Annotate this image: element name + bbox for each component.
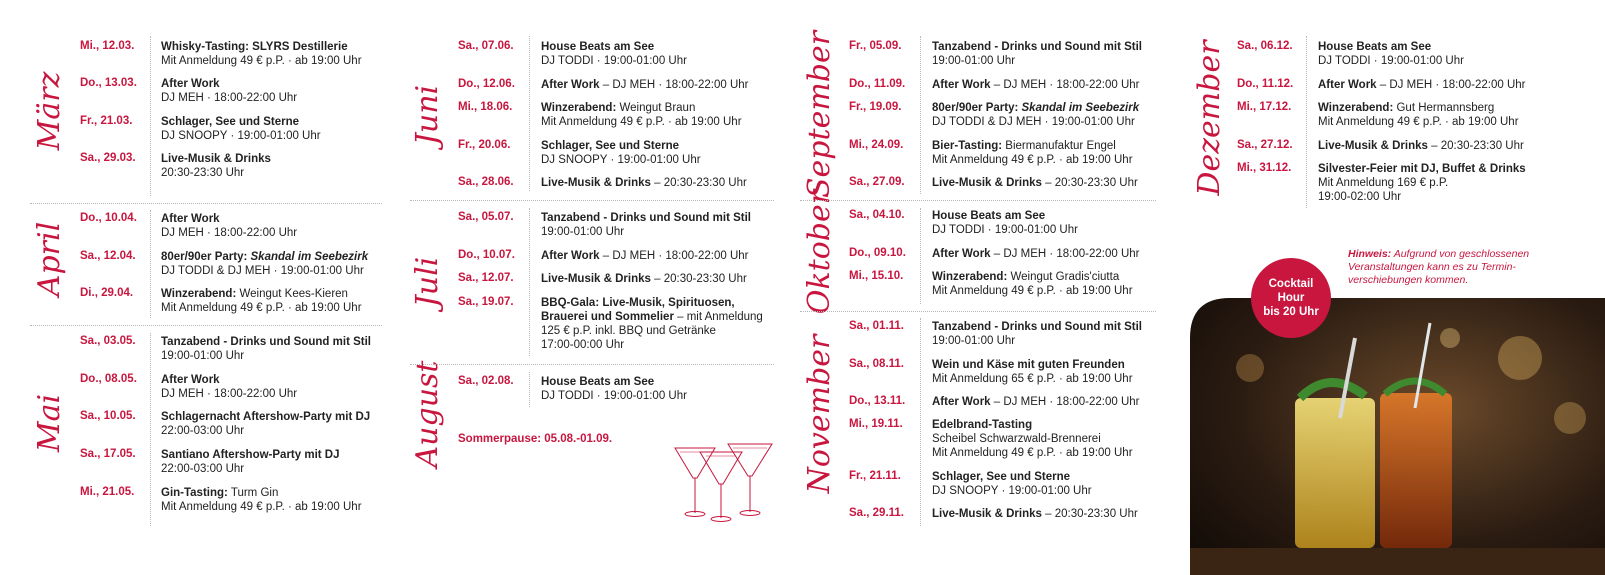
event-text: Tanzabend - Drinks und Sound mit Stil 19:00-01:00 Uhr <box>932 41 1142 67</box>
event-date: Fr., 21.03. <box>80 115 133 127</box>
event-text: Edelbrand-Tasting Scheibel Schwarzwald-Brennerei Mit Anmeldung 49 € p.P. · ab 19:00 Uhr <box>932 419 1133 459</box>
event-date: Sa., 05.07. <box>458 211 514 223</box>
event-date: Sa., 03.05. <box>80 335 136 347</box>
event-text: Schlagernacht Aftershow-Party mit DJ 22:00-03:00 Uhr <box>161 411 371 437</box>
month-label-november: November <box>802 334 837 494</box>
event-date: Sa., 12.07. <box>458 272 514 284</box>
event-text: Schlager, See und Sterne DJ SNOOPY · 19:00-01:00 Uhr <box>161 116 321 142</box>
row-divider <box>30 203 382 204</box>
event-text: House Beats am See DJ TODDI · 19:00-01:00 Uhr <box>541 376 687 402</box>
event-date: Fr., 20.06. <box>458 139 511 151</box>
event-text: Winzerabend: Weingut Braun Mit Anmeldung 49 € p.P. · ab 19:00 Uhr <box>541 102 742 128</box>
column-divider <box>529 372 530 407</box>
column-divider <box>920 208 921 304</box>
event-text: Tanzabend - Drinks und Sound mit Stil 19:00-01:00 Uhr <box>932 321 1142 347</box>
event-date: Sa., 10.05. <box>80 410 136 422</box>
row-divider <box>30 325 382 326</box>
event-date: Mi., 12.03. <box>80 40 135 52</box>
event-text: Silvester-Feier mit DJ, Buffet & Drinks Mit Anmeldung 169 € p.P. 19:00-02:00 Uhr <box>1318 163 1526 203</box>
event-text: Winzerabend: Gut Hermannsberg Mit Anmeldung 49 € p.P. · ab 19:00 Uhr <box>1318 102 1519 128</box>
event-text: Live-Musik & Drinks – 20:30-23:30 Uhr <box>932 177 1138 189</box>
event-date: Sa., 01.11. <box>849 320 904 332</box>
event-date: Sa., 12.04. <box>80 250 136 262</box>
event-date: Sa., 19.07. <box>458 296 514 308</box>
event-date: Mi., 15.10. <box>849 270 904 282</box>
event-text: Live-Musik & Drinks – 20:30-23:30 Uhr <box>541 177 747 189</box>
event-text: After Work – DJ MEH · 18:00-22:00 Uhr <box>1318 79 1526 91</box>
event-text: After Work – DJ MEH · 18:00-22:00 Uhr <box>932 396 1140 408</box>
row-divider <box>410 200 774 201</box>
event-text: BBQ-Gala: Live-Musik, Spirituosen, Brauerei und Sommelier – mit Anmeldung 125 € p.P. inkl. BBQ und Getränke 17:00-00:00 Uhr <box>541 297 763 351</box>
event-date: Sa., 29.11. <box>849 507 904 519</box>
event-text: House Beats am See DJ TODDI · 19:00-01:00 Uhr <box>932 210 1078 236</box>
event-text: After Work – DJ MEH · 18:00-22:00 Uhr <box>932 248 1140 260</box>
event-date: Mi., 21.05. <box>80 486 135 498</box>
event-date: Mi., 17.12. <box>1237 101 1292 113</box>
column-divider <box>150 333 151 526</box>
month-label-september: September <box>802 30 837 198</box>
event-date: Do., 10.07. <box>458 249 515 261</box>
month-label-mai: Mai <box>32 393 67 453</box>
event-text: After Work DJ MEH · 18:00-22:00 Uhr <box>161 213 298 239</box>
month-label-juli: Juli <box>410 256 445 308</box>
column-divider <box>920 318 921 526</box>
event-text: Wein und Käse mit guten Freunden Mit Anmeldung 65 € p.P. · ab 19:00 Uhr <box>932 359 1133 385</box>
column-divider <box>150 210 151 318</box>
event-text: After Work – DJ MEH · 18:00-22:00 Uhr <box>541 250 749 262</box>
event-text: After Work DJ MEH · 18:00-22:00 Uhr <box>161 374 298 400</box>
event-text: Live-Musik & Drinks – 20:30-23:30 Uhr <box>932 508 1138 520</box>
event-date: Sa., 08.11. <box>849 358 904 370</box>
event-text: Winzerabend: Weingut Gradis'ciutta Mit Anmeldung 49 € p.P. · ab 19:00 Uhr <box>932 271 1133 297</box>
event-text: Schlager, See und Sterne DJ SNOOPY · 19:00-01:00 Uhr <box>541 140 701 166</box>
event-text: Live-Musik & Drinks – 20:30-23:30 Uhr <box>1318 140 1524 152</box>
event-text: Tanzabend - Drinks und Sound mit Stil 19:00-01:00 Uhr <box>161 336 371 362</box>
month-label-oktober: Oktober <box>802 189 837 315</box>
event-date: Mi., 18.06. <box>458 101 513 113</box>
event-date: Mi., 19.11. <box>849 418 903 430</box>
event-date: Fr., 05.09. <box>849 40 902 52</box>
column-divider <box>529 36 530 191</box>
month-label-april: April <box>32 221 67 297</box>
event-date: Sa., 17.05. <box>80 448 136 460</box>
row-divider <box>800 200 1156 201</box>
event-text: Santiano Aftershow-Party mit DJ 22:00-03:00 Uhr <box>161 449 340 475</box>
event-date: Do., 13.11. <box>849 395 906 407</box>
event-date: Do., 10.04. <box>80 212 137 224</box>
event-date: Sa., 29.03. <box>80 152 136 164</box>
event-date: Mi., 24.09. <box>849 139 904 151</box>
event-text: 80er/90er Party: Skandal im Seebezirk DJ TODDI & DJ MEH · 19:00-01:00 Uhr <box>161 251 369 277</box>
event-text: Whisky-Tasting: SLYRS Destillerie Mit Anmeldung 49 € p.P. · ab 19:00 Uhr <box>161 41 362 67</box>
event-text: Live-Musik & Drinks – 20:30-23:30 Uhr <box>541 273 747 285</box>
month-label-juni: Juni <box>410 84 445 146</box>
event-date: Do., 12.06. <box>458 78 515 90</box>
cocktail-hour-badge: Cocktail Hour bis 20 Uhr <box>1251 258 1331 338</box>
month-label-august: August <box>410 360 445 468</box>
event-date: Do., 11.12. <box>1237 78 1294 90</box>
event-text: House Beats am See DJ TODDI · 19:00-01:00 Uhr <box>1318 41 1464 67</box>
column-divider <box>150 36 151 196</box>
event-date: Sa., 02.08. <box>458 375 514 387</box>
event-date: Sa., 06.12. <box>1237 40 1293 52</box>
event-date: Do., 13.03. <box>80 77 137 89</box>
event-text: After Work – DJ MEH · 18:00-22:00 Uhr <box>541 79 749 91</box>
column-divider <box>920 36 921 194</box>
event-text: After Work DJ MEH · 18:00-22:00 Uhr <box>161 78 298 104</box>
event-text: Tanzabend - Drinks und Sound mit Stil 19:00-01:00 Uhr <box>541 212 751 238</box>
column-divider <box>1306 36 1307 208</box>
row-divider <box>800 311 1156 312</box>
summer-break-note: Sommerpause: 05.08.-01.09. <box>458 433 613 445</box>
event-date: Fr., 19.09. <box>849 101 902 113</box>
event-text: Winzerabend: Weingut Kees-Kieren Mit Anmeldung 49 € p.P. · ab 19:00 Uhr <box>161 288 362 314</box>
cocktail-photo <box>1190 298 1605 575</box>
event-date: Sa., 27.12. <box>1237 139 1293 151</box>
event-text: House Beats am See DJ TODDI · 19:00-01:00 Uhr <box>541 41 687 67</box>
month-label-maerz: März <box>32 71 67 151</box>
column-divider <box>529 208 530 356</box>
event-date: Do., 09.10. <box>849 247 906 259</box>
event-text: Bier-Tasting: Biermanufaktur Engel Mit Anmeldung 49 € p.P. · ab 19:00 Uhr <box>932 140 1133 166</box>
event-date: Di., 29.04. <box>80 287 134 299</box>
event-date: Fr., 21.11. <box>849 470 901 482</box>
event-text: 80er/90er Party: Skandal im Seebezirk DJ TODDI & DJ MEH · 19:00-01:00 Uhr <box>932 102 1140 128</box>
event-date: Sa., 07.06. <box>458 40 514 52</box>
event-date: Do., 08.05. <box>80 373 137 385</box>
event-text: Schlager, See und Sterne DJ SNOOPY · 19:00-01:00 Uhr <box>932 471 1092 497</box>
event-date: Do., 11.09. <box>849 78 906 90</box>
event-date: Mi., 31.12. <box>1237 162 1292 174</box>
month-label-dezember: Dezember <box>1192 40 1227 196</box>
event-date: Sa., 04.10. <box>849 209 905 221</box>
event-date: Sa., 28.06. <box>458 176 514 188</box>
cocktail-glasses-illustration <box>670 438 780 528</box>
event-text: Live-Musik & Drinks 20:30-23:30 Uhr <box>161 153 271 179</box>
event-text: After Work – DJ MEH · 18:00-22:00 Uhr <box>932 79 1140 91</box>
row-divider <box>410 364 774 365</box>
event-date: Sa., 27.09. <box>849 176 905 188</box>
hinweis-note: Hinweis: Aufgrund von geschlossenen Veranstaltungen kann es zu Termin-verschiebungen kommen. <box>1348 248 1530 286</box>
event-text: Gin-Tasting: Turm Gin Mit Anmeldung 49 € p.P. · ab 19:00 Uhr <box>161 487 362 513</box>
